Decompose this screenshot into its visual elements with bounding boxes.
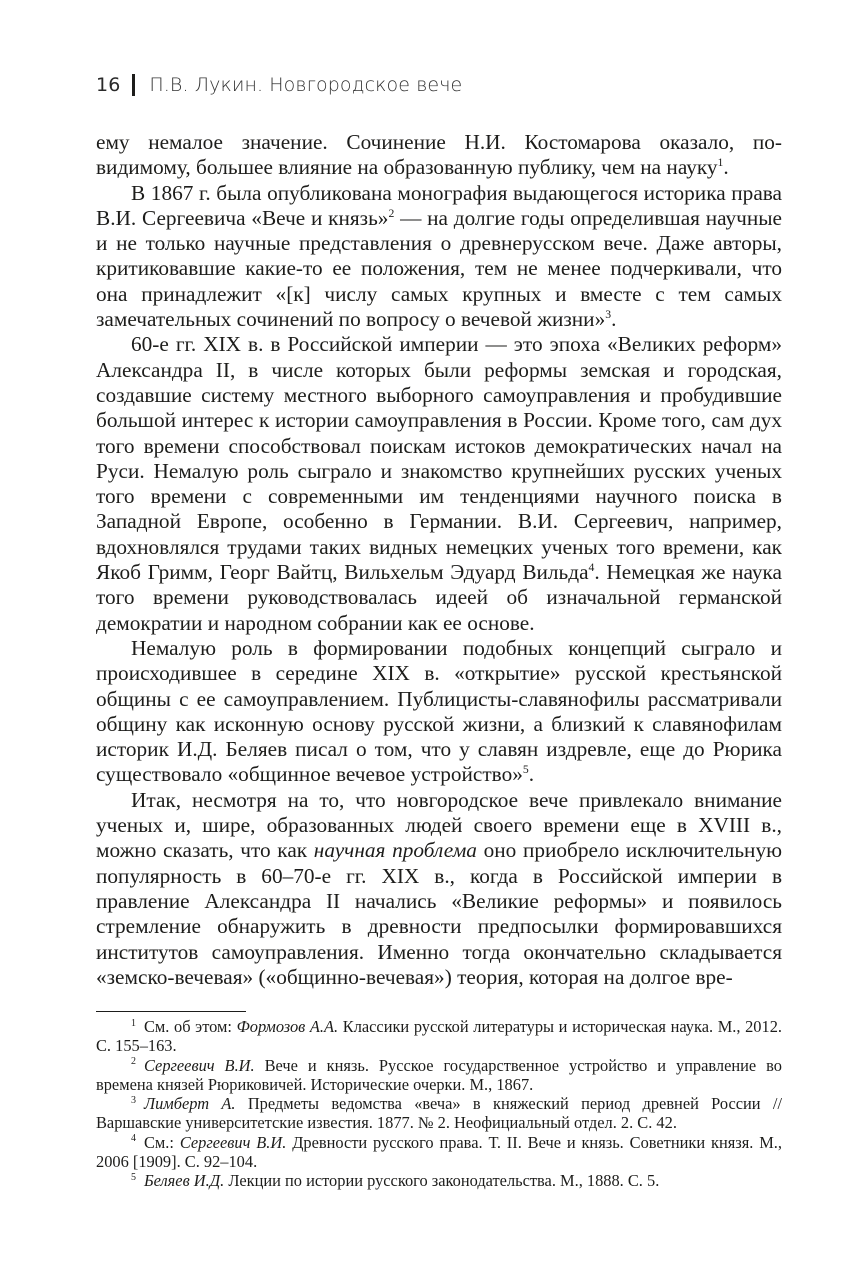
italic-text: научная проблема [313,838,477,863]
footnote-number: 4 [131,1133,136,1145]
text-run: — на долгие годы определившая научные и не только научные представления о древнерусском вече. Даже авторы, критиковавшие какие-то ее положения, тем не менее подчеркивали, что она принадлежит «[к] числу самых крупных и вместе с тем самых замечательных сочинений по вопросу о вечевой жизни» [96,205,782,332]
text-run: . Немецкая же наука того времени руководствовалась идеей об изначальной германской демократии и народном собрании как ее основе. [96,560,782,635]
text-run: ему немалое значение. Сочинение Н.И. Костомарова оказало, по-видимому, большее влияние на образованную публику, чем на науку [96,130,782,180]
footnote [96,1094,782,1133]
text-run: Лекции по истории русского законодательства. М., 1888. С. 5. [224,1171,660,1191]
footnote-number: 5 [131,1171,136,1183]
text-run: оно приобрело исключительную популярность в 60–70-е гг. XIX в., когда в Российской империи в правление Александра II начались «Великие реформы» и появилось стремление обнаружить в древности предпосылки формировавшихся институтов самоуправления. Именно тогда окончательно складывается «земско-вечевая» («общинно-вечевая») теория, которая на долгое вре- [96,838,782,989]
text-run: . [723,155,729,180]
footnote-separator [96,1011,246,1012]
text-run: Древности русского права. Т. II. Вече и князь. Советники князя. М., 2006 [1909]. С. 92–104. [96,1132,783,1172]
body-text [96,130,782,990]
italic-text: Сергеевич В.И. [179,1132,287,1152]
footnote-ref: 2 [388,206,395,220]
footnotes [96,1017,782,1191]
footnote-number: 2 [131,1056,136,1068]
page-number: 16 [96,74,121,96]
text-run: Немалую роль в формировании подобных концепций сыграло и происходившее в середине XIX в. «открытие» русской крестьянской общины с ее самоуправлением. Публицисты-славянофилы рассматривали общину как исконную основу русской жизни, а близкий к славянофилам историк И.Д. Беляев писал о том, что у славян издревле, еще до Рюрика существовало «общинное вечевое устройство» [96,635,782,787]
text-run: . [611,307,617,332]
text-run: В 1867 г. была опубликована монография выдающегося историка права В.И. Сергеевича «Вече и князь» [96,180,782,230]
paragraph [96,332,782,636]
footnote [96,1056,782,1095]
footnote-number: 1 [131,1017,136,1029]
running-title: П.В. Лукин. Новгородское вече [149,74,463,96]
italic-text: Формозов А.А. [236,1017,339,1036]
italic-text: Лимберт А. [144,1094,236,1114]
italic-text: Беляев И.Д. [144,1171,225,1191]
footnote-ref: 3 [605,307,612,321]
footnote-ref: 5 [522,763,529,777]
text-run: См. об этом: [144,1017,237,1036]
italic-text: Сергеевич В.И. [144,1055,255,1075]
text-run: . [528,762,535,787]
footnote-ref: 1 [717,156,724,170]
text-run: Вече и князь. Русское государственное устройство и управление во времена князей Рюриковичей. Исторические очерки. М., 1867. [96,1055,782,1094]
paragraph [96,788,782,990]
footnote [96,1171,782,1190]
footnote [96,1133,782,1172]
text-run: Итак, несмотря на то, что новгородское вече привлекало внимание ученых и, шире, образованных людей своего времени еще в XVIII в., можно сказать, что как [96,787,782,863]
text-run: Классики русской литературы и историческая наука. М., 2012. С. 155–163. [96,1017,782,1056]
paragraph [96,181,782,333]
text-run: См.: [144,1132,180,1152]
header-divider [132,74,135,96]
footnote [96,1017,782,1056]
text-run: 60-е гг. XIX в. в Российской империи — это эпоха «Великих реформ» Александра II, в числе которых были реформы земская и городская, создавшие систему местного выборного самоуправления и пробудившие большой интерес к истории самоуправления в России. Кроме того, сам дух того времени способствовал поискам истоков демократических начал на Руси. Немалую роль сыграло и знакомство крупнейших русских ученых того времени с современными им тенденциями научного поиска в Западной Европе, особенно в Германии. В.И. Сергеевич, например, вдохновлялся трудами таких видных немецких ученых того времени, как Якоб Гримм, Георг Вайтц, Вильхельм Эдуард Вильда [96,332,782,585]
running-head [96,70,462,100]
paragraph [96,130,782,181]
text-run: Предметы ведомства «веча» в княжеский период древней России // Варшавские университетские известия. 1877. № 2. Неофициальный отдел. 2. С. 42. [96,1094,782,1133]
footnote-ref: 4 [588,560,595,574]
paragraph [96,636,782,788]
footnote-number: 3 [131,1094,136,1106]
